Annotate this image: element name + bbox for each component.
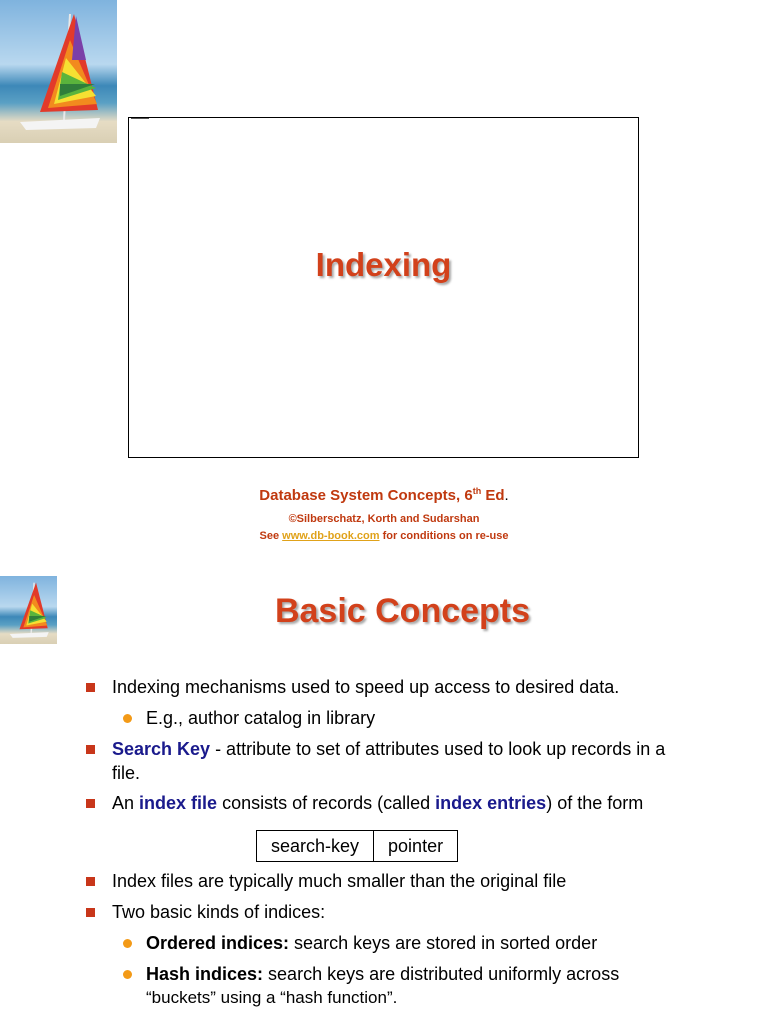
square-bullet-icon: [86, 683, 95, 692]
term-search-key: Search Key: [112, 739, 211, 759]
round-bullet-icon: [123, 714, 132, 723]
slide-title: Indexing: [315, 246, 452, 283]
sailboat-logo: [0, 0, 117, 143]
slide-heading: Basic Concepts: [274, 592, 531, 630]
round-bullet-icon: [123, 970, 132, 979]
square-bullet-icon: [86, 908, 95, 917]
term-index-entries: index entries: [435, 793, 547, 813]
square-bullet-icon: [86, 799, 95, 808]
copyright-line: ©Silberschatz, Korth and Sudarshan: [288, 513, 480, 525]
round-bullet-icon: [123, 939, 132, 948]
square-bullet-icon: [86, 877, 95, 886]
frame-marker: [131, 118, 149, 119]
book-title: Database System Concepts, 6th Ed.: [259, 486, 509, 504]
reuse-notice: See www.db-book.com for conditions on re-use: [259, 530, 509, 542]
index-entry-form: [256, 830, 458, 862]
pointer-cell: pointer: [374, 831, 458, 862]
title-slide-frame: [128, 117, 639, 458]
db-book-link[interactable]: www.db-book.com: [282, 530, 380, 542]
square-bullet-icon: [86, 745, 95, 754]
term-index-file: index file: [139, 793, 218, 813]
search-key-cell: search-key: [257, 831, 374, 862]
